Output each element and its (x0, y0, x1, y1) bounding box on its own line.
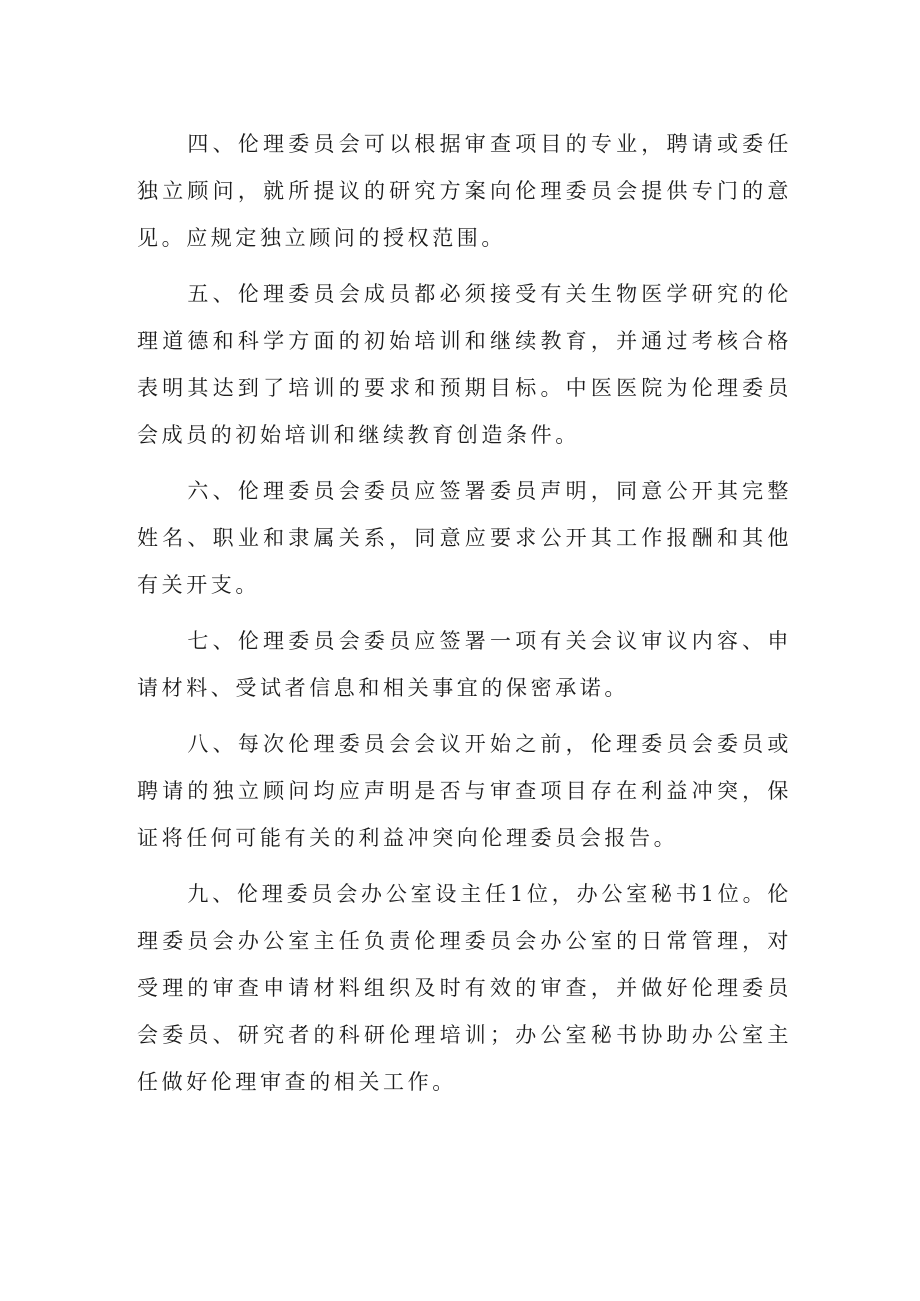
paragraph-9: 九、伦理委员会办公室设主任1位，办公室秘书1位。伦理委员会办公室主任负责伦理委员会办公室的日常管理，对受理的审查申请材料组织及时有效的审查，并做好伦理委员会委员、研究者的科研伦理培训；办公室秘书协助办公室主任做好伦理审查的相关工作。 (137, 882, 792, 1094)
paragraph-6: 六、伦理委员会委员应签署委员声明，同意公开其完整姓名、职业和隶属关系，同意应要求公开其工作报酬和其他有关开支。 (137, 479, 792, 597)
paragraph-8: 八、每次伦理委员会会议开始之前，伦理委员会委员或聘请的独立顾问均应声明是否与审查项目存在利益冲突，保证将任何可能有关的利益冲突向伦理委员会报告。 (137, 732, 792, 850)
document-body (137, 121, 792, 1115)
paragraph-7: 七、伦理委员会委员应签署一项有关会议审议内容、申请材料、受试者信息和相关事宜的保密承诺。 (137, 629, 792, 700)
paragraph-5: 五、伦理委员会成员都必须接受有关生物医学研究的伦理道德和科学方面的初始培训和继续教育，并通过考核合格表明其达到了培训的要求和预期目标。中医医院为伦理委员会成员的初始培训和继续教育创造条件。 (137, 282, 792, 447)
paragraph-4: 四、伦理委员会可以根据审查项目的专业，聘请或委任独立顾问，就所提议的研究方案向伦理委员会提供专门的意见。应规定独立顾问的授权范围。 (137, 132, 792, 250)
